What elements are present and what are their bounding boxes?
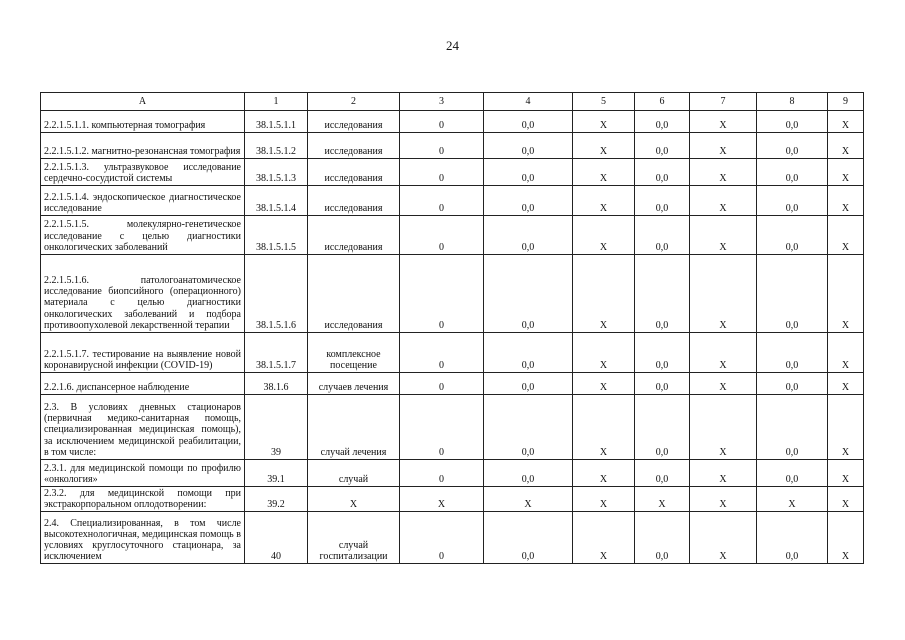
- cell-col-4: 0,0: [484, 159, 573, 186]
- column-header-6: 6: [635, 93, 690, 111]
- table-row: [41, 333, 864, 373]
- cell-col-2: исследования: [308, 216, 400, 255]
- cell-col-2: случаев лечения: [308, 373, 400, 395]
- cell-col-4: 0,0: [484, 111, 573, 133]
- cell-col-5: Х: [573, 333, 635, 373]
- cell-col-3: 0: [400, 133, 484, 159]
- column-header-2: 2: [308, 93, 400, 111]
- cell-col-1: 38.1.5.1.2: [245, 133, 308, 159]
- cell-col-9: Х: [828, 373, 864, 395]
- column-header-a: А: [41, 93, 245, 111]
- cell-col-9: Х: [828, 333, 864, 373]
- column-header-5: 5: [573, 93, 635, 111]
- cell-col-8: 0,0: [757, 159, 828, 186]
- cell-col-5: Х: [573, 111, 635, 133]
- row-description: 2.4. Специализированная, в том числе высокотехнологичная, медицинская помощь в условиях круглосуточного стационара, за исключением: [41, 512, 245, 564]
- cell-col-9: Х: [828, 111, 864, 133]
- cell-col-7: Х: [690, 186, 757, 216]
- cell-col-4: 0,0: [484, 186, 573, 216]
- cell-col-2: случай: [308, 460, 400, 487]
- cell-col-2: Х: [308, 487, 400, 512]
- cell-col-6: 0,0: [635, 395, 690, 460]
- cell-col-4: 0,0: [484, 512, 573, 564]
- cell-col-9: Х: [828, 255, 864, 333]
- column-header-3: 3: [400, 93, 484, 111]
- row-description: 2.2.1.5.1.7. тестирование на выявление новой коронавирусной инфекции (COVID-19): [41, 333, 245, 373]
- page-number: 24: [446, 38, 459, 53]
- cell-col-9: Х: [828, 487, 864, 512]
- cell-col-2: исследования: [308, 111, 400, 133]
- cell-col-6: 0,0: [635, 333, 690, 373]
- cell-col-1: 39.1: [245, 460, 308, 487]
- cell-col-2: исследования: [308, 159, 400, 186]
- cell-col-9: Х: [828, 216, 864, 255]
- cell-col-1: 40: [245, 512, 308, 564]
- table-row: [41, 159, 864, 186]
- cell-col-4: 0,0: [484, 373, 573, 395]
- row-description: 2.2.1.5.1.6. патологоанатомическое исследование биопсийного (операционного) материала с целью диагностики онкологических заболеваний и подбора противоопухолевой лекарственной терапии: [41, 255, 245, 333]
- cell-col-5: Х: [573, 255, 635, 333]
- cell-col-8: 0,0: [757, 111, 828, 133]
- table-row: [41, 460, 864, 487]
- cell-col-7: Х: [690, 395, 757, 460]
- cell-col-3: 0: [400, 512, 484, 564]
- cell-col-8: 0,0: [757, 512, 828, 564]
- cell-col-5: Х: [573, 395, 635, 460]
- column-header-7: 7: [690, 93, 757, 111]
- cell-col-4: 0,0: [484, 255, 573, 333]
- cell-col-9: Х: [828, 460, 864, 487]
- cell-col-8: 0,0: [757, 460, 828, 487]
- cell-col-1: 38.1.5.1.5: [245, 216, 308, 255]
- row-description: 2.2.1.6. диспансерное наблюдение: [41, 373, 245, 395]
- cell-col-5: Х: [573, 512, 635, 564]
- cell-col-7: Х: [690, 512, 757, 564]
- cell-col-5: Х: [573, 186, 635, 216]
- cell-col-3: Х: [400, 487, 484, 512]
- cell-col-3: 0: [400, 159, 484, 186]
- cell-col-4: Х: [484, 487, 573, 512]
- row-description: 2.2.1.5.1.4. эндоскопическое диагностическое исследование: [41, 186, 245, 216]
- cell-col-7: Х: [690, 216, 757, 255]
- cell-col-6: 0,0: [635, 186, 690, 216]
- cell-col-3: 0: [400, 460, 484, 487]
- cell-col-8: 0,0: [757, 255, 828, 333]
- column-header-1: 1: [245, 93, 308, 111]
- cell-col-1: 38.1.5.1.7: [245, 333, 308, 373]
- row-description: 2.2.1.5.1.2. магнитно-резонансная томография: [41, 133, 245, 159]
- table-row: [41, 395, 864, 460]
- cell-col-2: комплексное посещение: [308, 333, 400, 373]
- cell-col-8: 0,0: [757, 133, 828, 159]
- cell-col-1: 38.1.5.1.3: [245, 159, 308, 186]
- cell-col-5: Х: [573, 159, 635, 186]
- cell-col-3: 0: [400, 373, 484, 395]
- cell-col-5: Х: [573, 487, 635, 512]
- table-row: [41, 133, 864, 159]
- cell-col-4: 0,0: [484, 333, 573, 373]
- cell-col-2: исследования: [308, 186, 400, 216]
- cell-col-7: Х: [690, 460, 757, 487]
- cell-col-7: Х: [690, 133, 757, 159]
- cell-col-6: 0,0: [635, 159, 690, 186]
- cell-col-4: 0,0: [484, 460, 573, 487]
- cell-col-6: Х: [635, 487, 690, 512]
- row-description: 2.3. В условиях дневных стационаров (первичная медико-санитарная помощь, специализированная медицинская помощь), за исключением медицинской реабилитации, в том числе:: [41, 395, 245, 460]
- cell-col-5: Х: [573, 460, 635, 487]
- cell-col-6: 0,0: [635, 133, 690, 159]
- column-header-4: 4: [484, 93, 573, 111]
- cell-col-7: Х: [690, 373, 757, 395]
- cell-col-7: Х: [690, 333, 757, 373]
- row-description: 2.2.1.5.1.1. компьютерная томография: [41, 111, 245, 133]
- row-description: 2.2.1.5.1.3. ультразвуковое исследование сердечно-сосудистой системы: [41, 159, 245, 186]
- cell-col-7: Х: [690, 159, 757, 186]
- cell-col-6: 0,0: [635, 460, 690, 487]
- cell-col-5: Х: [573, 373, 635, 395]
- cell-col-8: Х: [757, 487, 828, 512]
- cell-col-7: Х: [690, 255, 757, 333]
- cell-col-6: 0,0: [635, 216, 690, 255]
- cell-col-8: 0,0: [757, 373, 828, 395]
- data-table: [40, 92, 864, 564]
- cell-col-8: 0,0: [757, 395, 828, 460]
- cell-col-6: 0,0: [635, 111, 690, 133]
- cell-col-1: 38.1.6: [245, 373, 308, 395]
- table-row: [41, 487, 864, 512]
- cell-col-4: 0,0: [484, 133, 573, 159]
- cell-col-3: 0: [400, 186, 484, 216]
- cell-col-8: 0,0: [757, 216, 828, 255]
- row-description: 2.3.1. для медицинской помощи по профилю «онкология»: [41, 460, 245, 487]
- table-row: [41, 373, 864, 395]
- cell-col-3: 0: [400, 111, 484, 133]
- cell-col-6: 0,0: [635, 255, 690, 333]
- cell-col-9: Х: [828, 159, 864, 186]
- cell-col-1: 39.2: [245, 487, 308, 512]
- cell-col-3: 0: [400, 395, 484, 460]
- table-row: [41, 512, 864, 564]
- column-header-8: 8: [757, 93, 828, 111]
- cell-col-7: Х: [690, 487, 757, 512]
- cell-col-3: 0: [400, 255, 484, 333]
- cell-col-6: 0,0: [635, 373, 690, 395]
- cell-col-6: 0,0: [635, 512, 690, 564]
- cell-col-9: Х: [828, 133, 864, 159]
- cell-col-9: Х: [828, 512, 864, 564]
- cell-col-8: 0,0: [757, 186, 828, 216]
- cell-col-2: исследования: [308, 133, 400, 159]
- table-row: [41, 216, 864, 255]
- cell-col-3: 0: [400, 216, 484, 255]
- cell-col-2: исследования: [308, 255, 400, 333]
- cell-col-5: Х: [573, 216, 635, 255]
- cell-col-5: Х: [573, 133, 635, 159]
- table-row: [41, 186, 864, 216]
- cell-col-9: Х: [828, 395, 864, 460]
- cell-col-1: 38.1.5.1.6: [245, 255, 308, 333]
- cell-col-1: 39: [245, 395, 308, 460]
- cell-col-9: Х: [828, 186, 864, 216]
- row-description: 2.2.1.5.1.5. молекулярно-генетическое исследование с целью диагностики онкологических заболеваний: [41, 216, 245, 255]
- table-row: [41, 255, 864, 333]
- cell-col-1: 38.1.5.1.1: [245, 111, 308, 133]
- column-header-9: 9: [828, 93, 864, 111]
- table-header-row: [41, 93, 864, 111]
- cell-col-2: случай госпитализации: [308, 512, 400, 564]
- cell-col-4: 0,0: [484, 395, 573, 460]
- cell-col-4: 0,0: [484, 216, 573, 255]
- cell-col-1: 38.1.5.1.4: [245, 186, 308, 216]
- cell-col-3: 0: [400, 333, 484, 373]
- cell-col-2: случай лечения: [308, 395, 400, 460]
- cell-col-7: Х: [690, 111, 757, 133]
- row-description: 2.3.2. для медицинской помощи при экстракорпоральном оплодотворении:: [41, 487, 245, 512]
- table-row: [41, 111, 864, 133]
- cell-col-8: 0,0: [757, 333, 828, 373]
